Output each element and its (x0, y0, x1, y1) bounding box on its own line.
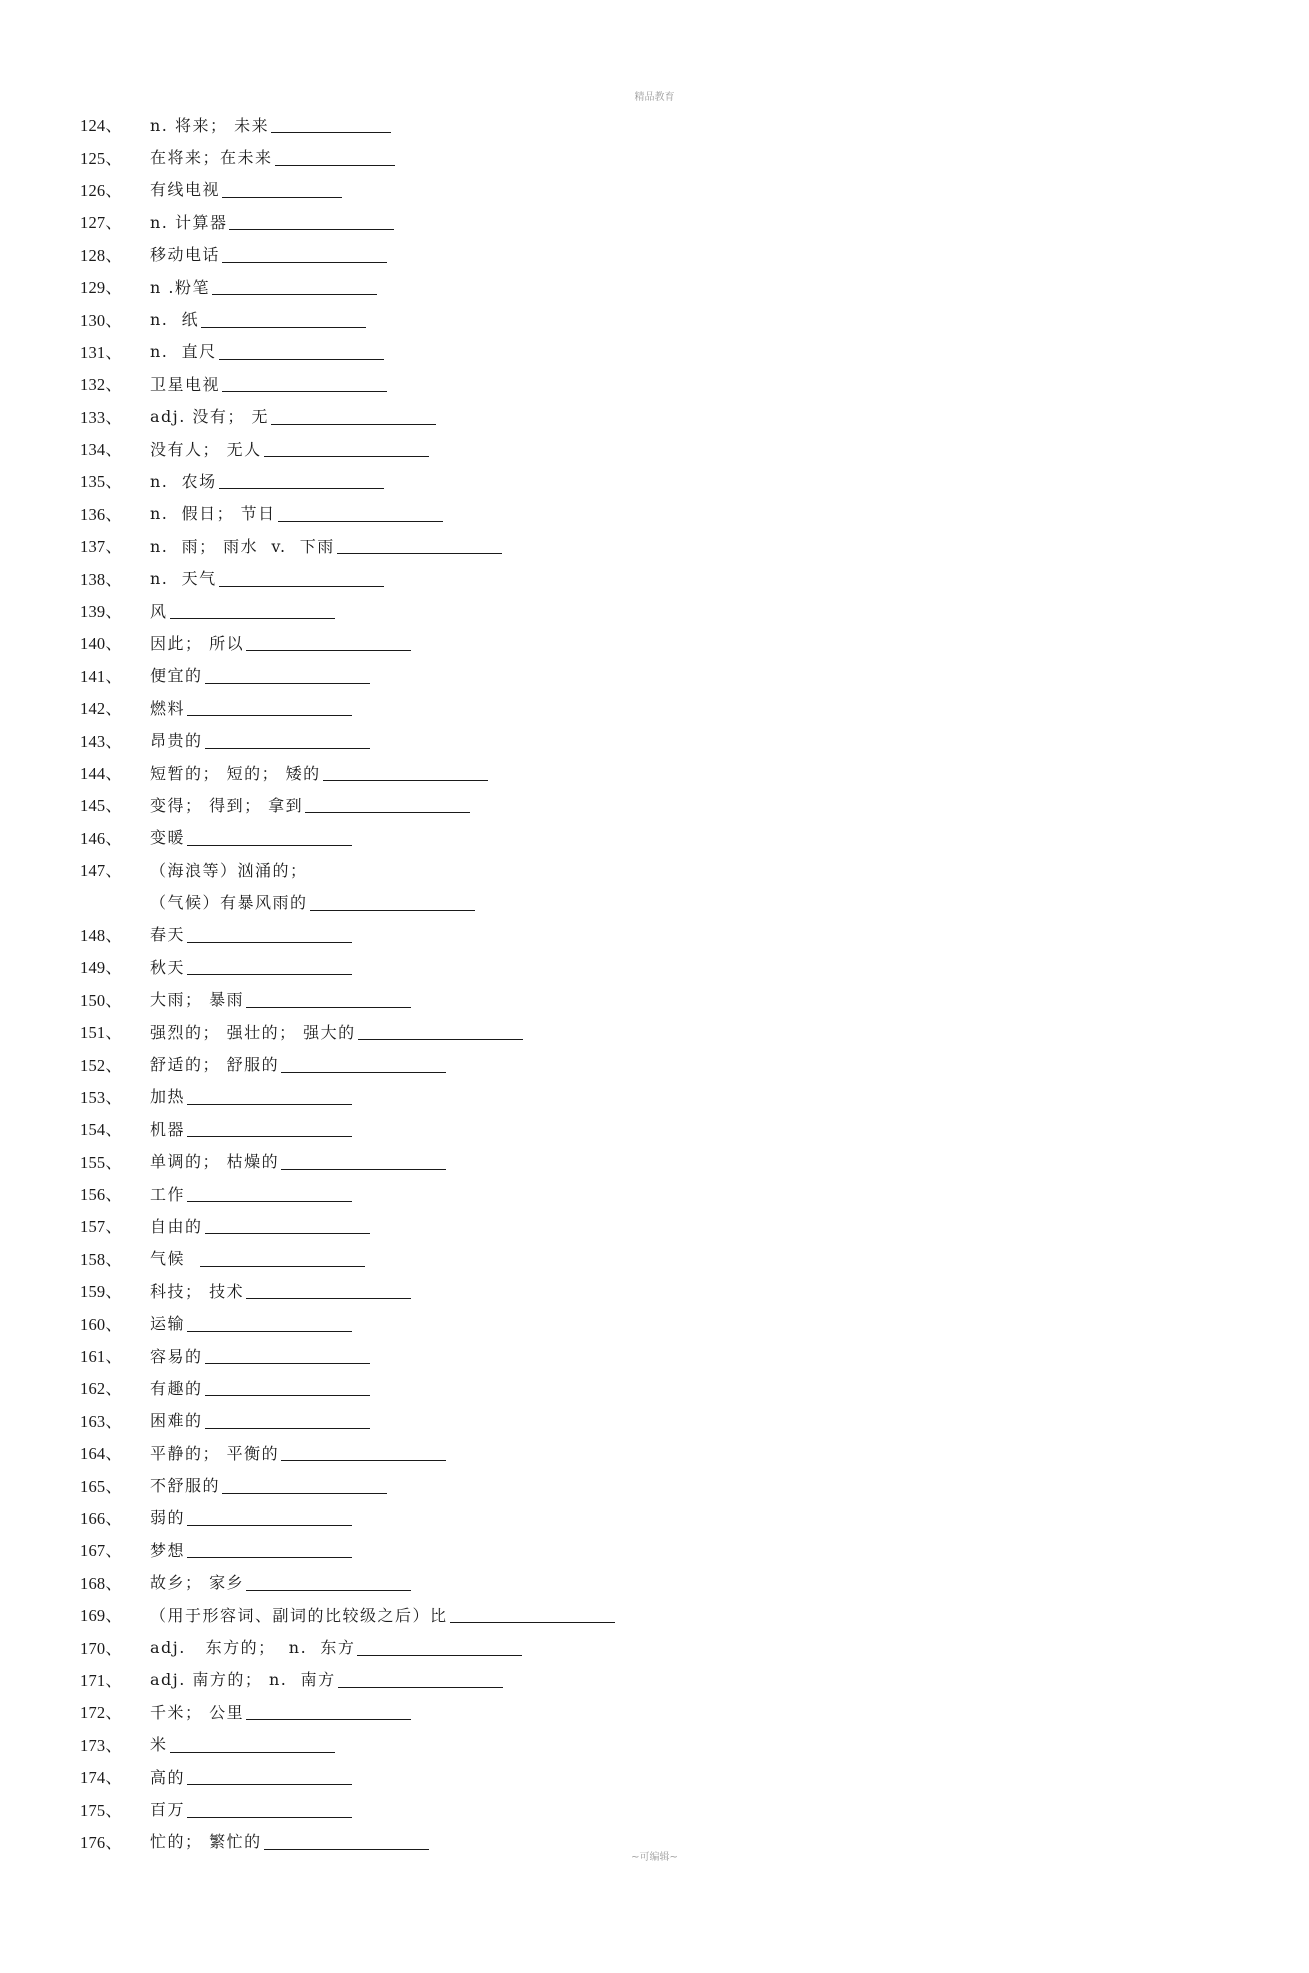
vocab-row (80, 108, 1180, 140)
vocab-row (80, 173, 1180, 205)
chinese-definition: 米 (150, 1735, 168, 1755)
answer-blank[interactable] (187, 1767, 352, 1785)
vocab-row (80, 464, 1180, 496)
answer-blank[interactable] (338, 1670, 503, 1688)
vocab-row (80, 885, 1180, 917)
answer-blank[interactable] (246, 1702, 411, 1720)
item-number: 161、 (80, 1347, 123, 1367)
chinese-definition: 燃料 (150, 698, 186, 718)
chinese-definition: n. 纸 (150, 310, 200, 330)
answer-blank[interactable] (219, 569, 384, 587)
chinese-definition: 风 (150, 601, 168, 621)
vocab-row (80, 432, 1180, 464)
answer-blank[interactable] (187, 925, 352, 943)
vocab-row (80, 1728, 1180, 1760)
answer-blank[interactable] (278, 504, 443, 522)
item-number: 140、 (80, 634, 123, 654)
vocab-row (80, 821, 1180, 853)
vocab-row (80, 1566, 1180, 1598)
chinese-definition: 秋天 (150, 957, 186, 977)
chinese-definition: （用于形容词、副词的比较级之后）比 (150, 1605, 448, 1625)
item-number: 143、 (80, 731, 123, 751)
vocab-row (80, 205, 1180, 237)
answer-blank[interactable] (246, 633, 411, 651)
answer-blank[interactable] (170, 601, 335, 619)
answer-blank[interactable] (281, 1055, 446, 1073)
item-number: 133、 (80, 407, 123, 427)
vocab-row (80, 270, 1180, 302)
answer-blank[interactable] (187, 1184, 352, 1202)
vocab-row (80, 1695, 1180, 1727)
chinese-definition: 加热 (150, 1087, 186, 1107)
answer-blank[interactable] (275, 148, 395, 166)
vocab-row (80, 594, 1180, 626)
chinese-definition: 困难的 (150, 1411, 203, 1431)
vocab-row (80, 1177, 1180, 1209)
item-number: 158、 (80, 1249, 123, 1269)
vocab-row (80, 497, 1180, 529)
answer-blank[interactable] (170, 1735, 335, 1753)
item-number: 126、 (80, 180, 123, 200)
page-footer: ~可编辑~ (631, 1852, 678, 1863)
answer-blank[interactable] (200, 1249, 365, 1267)
item-number: 176、 (80, 1832, 123, 1852)
answer-blank[interactable] (246, 1281, 411, 1299)
item-number: 147、 (80, 861, 123, 881)
answer-blank[interactable] (205, 1378, 370, 1396)
vocab-row (80, 723, 1180, 755)
chinese-definition: 便宜的 (150, 666, 203, 686)
answer-blank[interactable] (450, 1605, 615, 1623)
vocab-row (80, 691, 1180, 723)
chinese-definition: 在将来；在未来 (150, 148, 273, 168)
answer-blank[interactable] (358, 1022, 523, 1040)
chinese-definition: n. 将来； 未来 (150, 115, 270, 135)
item-number: 124、 (80, 116, 123, 136)
item-number: 168、 (80, 1573, 123, 1593)
vocab-row (80, 1663, 1180, 1695)
vocab-row (80, 1533, 1180, 1565)
chinese-definition: 单调的； 枯燥的 (150, 1152, 280, 1172)
answer-blank[interactable] (222, 1476, 387, 1494)
answer-blank[interactable] (246, 990, 411, 1008)
chinese-definition: 百万 (150, 1800, 186, 1819)
vocab-row (80, 1760, 1180, 1792)
vocab-row (80, 1598, 1180, 1630)
chinese-definition: 科技； 技术 (150, 1281, 245, 1301)
item-number: 129、 (80, 278, 123, 298)
vocabulary-list (80, 108, 1180, 1857)
vocab-row (80, 1468, 1180, 1500)
item-number: 142、 (80, 699, 123, 719)
item-number: 148、 (80, 925, 123, 945)
answer-blank[interactable] (219, 471, 384, 489)
vocab-row (80, 1015, 1180, 1047)
item-number: 132、 (80, 375, 123, 395)
chinese-definition: 容易的 (150, 1346, 203, 1366)
chinese-definition: 变暖 (150, 828, 186, 848)
item-number: 128、 (80, 245, 123, 265)
item-number: 167、 (80, 1541, 123, 1561)
chinese-definition: 运输 (150, 1314, 186, 1334)
chinese-definition: 梦想 (150, 1540, 186, 1560)
answer-blank[interactable] (310, 893, 475, 911)
vocab-row (80, 788, 1180, 820)
page-header: 精品教育 (634, 92, 675, 103)
chinese-definition: 没有人； 无人 (150, 439, 262, 459)
answer-blank[interactable] (187, 957, 352, 975)
vocab-row (80, 1274, 1180, 1306)
vocab-row (80, 140, 1180, 172)
chinese-definition: 自由的 (150, 1216, 203, 1236)
vocab-row (80, 400, 1180, 432)
answer-blank[interactable] (222, 180, 342, 198)
item-number: 165、 (80, 1476, 123, 1496)
item-number: 173、 (80, 1735, 123, 1755)
answer-blank[interactable] (201, 310, 366, 328)
answer-blank[interactable] (187, 698, 352, 716)
vocab-row (80, 1047, 1180, 1079)
chinese-definition: n. 农场 (150, 471, 217, 491)
chinese-definition: 弱的 (150, 1508, 186, 1528)
item-number: 164、 (80, 1444, 123, 1464)
vocab-row (80, 659, 1180, 691)
answer-blank[interactable] (187, 1314, 352, 1332)
item-number: 149、 (80, 958, 123, 978)
item-number: 150、 (80, 990, 123, 1010)
chinese-definition: n. 计算器 (150, 212, 228, 232)
item-number: 131、 (80, 342, 123, 362)
chinese-definition: 舒适的； 舒服的 (150, 1055, 280, 1075)
vocab-row (80, 1112, 1180, 1144)
vocab-row (80, 1371, 1180, 1403)
vocab-row (80, 529, 1180, 561)
answer-blank[interactable] (187, 1119, 352, 1137)
vocab-row (80, 1404, 1180, 1436)
vocab-row (80, 238, 1180, 270)
item-number: 144、 (80, 764, 123, 783)
item-number: 162、 (80, 1379, 123, 1399)
answer-blank[interactable] (246, 1573, 411, 1591)
item-number: 169、 (80, 1606, 123, 1626)
vocab-row (80, 1501, 1180, 1533)
item-number: 155、 (80, 1152, 123, 1172)
answer-blank[interactable] (271, 115, 391, 133)
vocab-row (80, 1209, 1180, 1241)
vocab-row (80, 950, 1180, 982)
chinese-definition: n. 雨； 雨水 v. 下雨 (150, 536, 335, 556)
chinese-definition: 大雨； 暴雨 (150, 990, 245, 1010)
answer-blank[interactable] (187, 1087, 352, 1105)
chinese-definition: 昂贵的 (150, 731, 203, 751)
vocab-row (80, 1436, 1180, 1468)
answer-blank[interactable] (187, 1540, 352, 1558)
item-number: 159、 (80, 1282, 123, 1302)
vocab-row (80, 983, 1180, 1015)
vocab-row (80, 302, 1180, 334)
answer-blank[interactable] (305, 795, 470, 813)
answer-blank[interactable] (219, 342, 384, 360)
vocab-row (80, 335, 1180, 367)
answer-blank[interactable] (357, 1638, 522, 1656)
chinese-definition: （气候）有暴风雨的 (150, 893, 308, 913)
item-number: 134、 (80, 440, 123, 460)
answer-blank[interactable] (281, 1152, 446, 1170)
item-number: 157、 (80, 1217, 123, 1237)
chinese-definition: adj. 东方的； n. 东方 (150, 1638, 356, 1658)
vocab-row (80, 756, 1180, 788)
vocab-row (80, 853, 1180, 885)
item-number: 127、 (80, 213, 123, 233)
answer-blank[interactable] (264, 439, 429, 457)
answer-blank[interactable] (205, 1411, 370, 1429)
chinese-definition: 机器 (150, 1119, 186, 1139)
answer-blank[interactable] (229, 212, 394, 230)
item-number: 130、 (80, 310, 123, 330)
item-number: 135、 (80, 472, 123, 492)
chinese-definition: 有线电视 (150, 180, 221, 200)
chinese-definition: 卫星电视 (150, 374, 221, 394)
answer-blank[interactable] (323, 763, 488, 781)
chinese-definition: 平静的； 平衡的 (150, 1443, 280, 1463)
answer-blank[interactable] (212, 277, 377, 295)
answer-blank[interactable] (187, 1508, 352, 1526)
item-number: 141、 (80, 666, 123, 686)
item-number: 156、 (80, 1185, 123, 1205)
item-number: 139、 (80, 602, 123, 622)
chinese-definition: n. 直尺 (150, 342, 217, 362)
item-number: 146、 (80, 828, 123, 848)
item-number: 138、 (80, 569, 123, 589)
chinese-definition: （海浪等）汹涌的； (150, 860, 308, 880)
vocab-row (80, 1145, 1180, 1177)
chinese-definition: adj. 没有； 无 (150, 407, 270, 427)
item-number: 125、 (80, 148, 123, 168)
answer-blank[interactable] (205, 1216, 370, 1234)
answer-blank[interactable] (205, 1346, 370, 1364)
answer-blank[interactable] (281, 1443, 446, 1461)
item-number: 170、 (80, 1638, 123, 1658)
chinese-definition: 因此； 所以 (150, 633, 245, 653)
vocab-row (80, 367, 1180, 399)
item-number: 172、 (80, 1703, 123, 1723)
chinese-definition: n. 天气 (150, 569, 217, 589)
vocab-row (80, 626, 1180, 658)
item-number: 151、 (80, 1023, 123, 1043)
item-number: 153、 (80, 1087, 123, 1107)
answer-blank[interactable] (187, 1800, 352, 1818)
chinese-definition: 工作 (150, 1184, 186, 1204)
chinese-definition: 不舒服的 (150, 1476, 221, 1496)
vocab-row (80, 1080, 1180, 1112)
chinese-definition: n. 假日； 节日 (150, 504, 276, 524)
chinese-definition: n .粉笔 (150, 277, 210, 297)
answer-blank[interactable] (205, 666, 370, 684)
chinese-definition: 高的 (150, 1767, 186, 1787)
item-number: 152、 (80, 1055, 123, 1075)
chinese-definition: 忙的； 繁忙的 (150, 1832, 262, 1852)
item-number: 175、 (80, 1800, 123, 1820)
answer-blank[interactable] (337, 536, 502, 554)
vocab-row (80, 1306, 1180, 1338)
vocab-row (80, 1242, 1180, 1274)
item-number: 166、 (80, 1508, 123, 1528)
vocab-row (80, 1792, 1180, 1824)
chinese-definition: 强烈的； 强壮的； 强大的 (150, 1022, 356, 1042)
chinese-definition: 短暂的； 短的； 矮的 (150, 763, 321, 783)
answer-blank[interactable] (205, 731, 370, 749)
chinese-definition: 故乡； 家乡 (150, 1573, 245, 1593)
vocab-row (80, 1339, 1180, 1371)
chinese-definition: 变得； 得到； 拿到 (150, 795, 304, 815)
item-number: 154、 (80, 1120, 123, 1140)
item-number: 136、 (80, 504, 123, 524)
item-number: 137、 (80, 537, 123, 557)
chinese-definition: 气候 (150, 1249, 199, 1269)
vocab-row (80, 1630, 1180, 1662)
chinese-definition: 春天 (150, 925, 186, 945)
item-number: 174、 (80, 1768, 123, 1788)
item-number: 163、 (80, 1411, 123, 1431)
vocab-row (80, 561, 1180, 593)
item-number: 145、 (80, 796, 123, 816)
item-number: 171、 (80, 1670, 123, 1690)
chinese-definition: 千米； 公里 (150, 1702, 245, 1722)
item-number: 160、 (80, 1314, 123, 1334)
chinese-definition: 有趣的 (150, 1378, 203, 1398)
chinese-definition: 移动电话 (150, 245, 221, 265)
answer-blank[interactable] (271, 407, 436, 425)
answer-blank[interactable] (222, 245, 387, 263)
chinese-definition: adj. 南方的； n. 南方 (150, 1670, 336, 1690)
answer-blank[interactable] (222, 374, 387, 392)
answer-blank[interactable] (187, 828, 352, 846)
vocab-row (80, 918, 1180, 950)
